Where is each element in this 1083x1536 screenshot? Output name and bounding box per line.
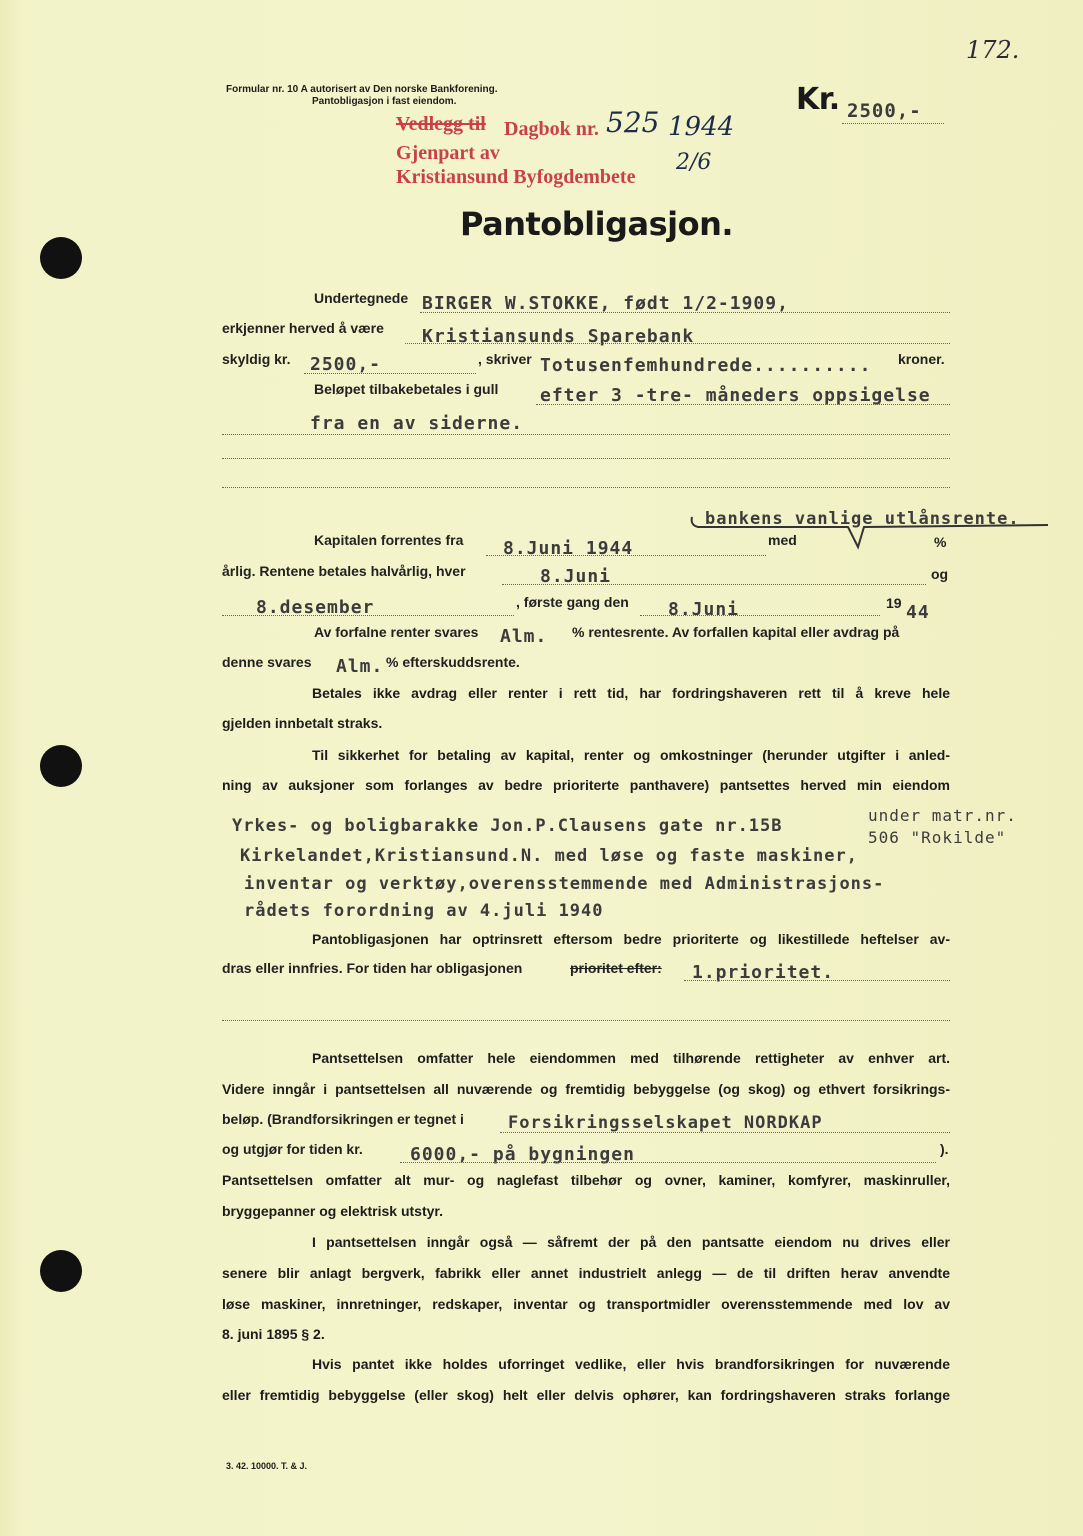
overdue-rate: Alm. [500,626,548,647]
debtor-label: Undertegnede [314,290,409,306]
property-side-2: 506 "Rokilde" [868,828,1007,847]
blank-line-3 [222,1020,950,1021]
repayment-line-1 [536,404,950,405]
insurer-line [500,1132,950,1133]
denne-rate: Alm. [336,656,384,677]
debtor-line [420,312,950,313]
stamp-vedlegg: Vedlegg til [396,113,486,135]
kr-amount: 2500,- [847,100,922,122]
amount-line [304,373,476,374]
property-line-4: rådets forordning av 4.juli 1940 [244,901,604,921]
priority-struck: prioritet efter: [570,960,662,976]
kr-label: Kr. [796,82,840,117]
first-date-line [640,615,880,616]
punch-hole-middle [40,745,82,787]
interest-date-1: 8.Juni [540,566,612,587]
paragraph-default [222,678,950,709]
date-2-line [222,615,514,616]
stamp-dagbok: Dagbok nr. [504,118,599,140]
document-title: Pantobligasjon. [460,205,734,243]
form-line-1: Formular nr. 10 A autorisert av Den norske Bankforening. [226,84,498,95]
paragraph-scope-2 [222,1074,950,1105]
amount-label: skyldig kr. [222,351,291,367]
creditor-name: Kristiansunds Sparebank [422,326,695,347]
industry-line-2: senere blir anlagt bergverk, fabrikk eller annet industrielt anlegg — de til driften herav anvendte [222,1265,950,1281]
repayment-label: Beløpet tilbakebetales i gull [314,381,499,397]
interest-date-2: 8.desember [256,597,375,618]
paragraph-scope-5 [222,1165,950,1196]
first-date: 8.Juni [668,599,740,620]
paragraph-industry [222,1227,950,1258]
semiannual-label: årlig. Rentene betales halvårlig, hver [222,563,466,579]
scope-line-6: bryggepanner og elektrisk utstyr. [222,1203,443,1219]
paragraph-maintenance-2 [222,1380,950,1411]
property-line-3: inventar og verktøy,overensstemmende med Administrasjons- [244,874,885,894]
scope-line-4-label: og utgjør for tiden kr. [222,1141,363,1157]
stamp-office: Kristiansund Byfogdembete [396,166,636,188]
denne-suffix: % efterskuddsrente. [386,654,520,670]
dagbok-number: 525 [606,106,660,139]
creditor-label: erkjenner herved å være [222,320,384,336]
med-label: med [768,532,797,548]
paragraph-scope [222,1043,950,1074]
writes-label: , skriver [478,351,532,367]
paragraph-security-2 [222,770,950,801]
industry-line-3: løse maskiner, innretninger, redskaper, inventar og transportmidler overensstemmende med lov av [222,1296,950,1312]
paragraph-maintenance [222,1349,950,1380]
paragraph-security [222,740,950,771]
repayment-line-2 [222,434,950,435]
stamp-date: 2/6 [676,150,712,175]
form-line-2: Pantobligasjon i fast eiendom. [312,96,457,107]
scope-line-1: Pantsettelsen omfatter hele eiendommen med tilhørende rettigheter av enhver art. [312,1050,950,1066]
insured-line [400,1162,936,1163]
interest-from-date: 8.Juni 1944 [503,538,634,559]
repayment-text-2: fra en av siderne. [310,413,524,434]
property-line-2: Kirkelandet,Kristiansund.N. med løse og faste maskiner, [240,846,858,866]
blank-line-2 [222,487,950,488]
amount-in-words: Totusenfemhundrede.......... [540,355,872,376]
p1-text: Betales ikke avdrag eller renter i rett tid, har fordringshaveren rett til å kreve hele [312,685,950,701]
debtor-name: BIRGER W.STOKKE, født 1/2-1909, [422,293,789,314]
kroner-label: kroner. [898,351,945,367]
amount-value: 2500,- [310,354,382,375]
paragraph-industry-3 [222,1289,950,1320]
scope-line-5: Pantsettelsen omfatter alt mur- og naglefast tilbehør og ovner, kaminer, komfyrer, maskinruller, [222,1172,950,1188]
property-side-1: under matr.nr. [868,806,1017,825]
paragraph-default-end [222,708,950,739]
kr-line [842,123,944,124]
og-label: og [931,566,949,582]
industry-line-1: I pantsettelsen inngår også — såfremt der på den pantsatte eiendom nu drives eller [312,1234,950,1250]
industry-line-4: 8. juni 1895 § 2. [222,1326,325,1342]
maintenance-line-1: Hvis pantet ikke holdes uforringet vedlike, eller hvis brandforsikringen for nuværende [312,1356,950,1372]
year-suffix: 44 [906,602,930,623]
property-line-1: Yrkes- og boligbarakke Jon.P.Clausens gate nr.15B [232,816,783,836]
insured-value: 6000,- på bygningen [410,1144,635,1165]
scope-line-2: Videre inngår i pantsettelsen all nuværende og fremtidig bebyggelse (og skog) og ethvert forsikrings- [222,1081,950,1097]
maintenance-line-2: eller fremtidig bebyggelse (eller skog) helt eller delvis ophører, kan fordringshaveren straks forlange [222,1387,950,1403]
interest-from-label: Kapitalen forrentes fra [314,532,464,548]
first-time-label: , første gang den [516,594,629,610]
punch-hole-bottom [40,1250,82,1292]
denne-label: denne svares [222,654,312,670]
year-prefix: 19 [886,595,902,611]
scope-line-3-label: beløp. (Brandforsikringen er tegnet i [222,1111,464,1127]
p1b-text: gjelden innbetalt straks. [222,715,383,731]
priority-line [684,980,950,981]
paragraph-industry-2 [222,1258,950,1289]
repayment-text-1: efter 3 -tre- måneders oppsigelse [540,385,931,406]
percent-sign-1: % [934,534,947,550]
insurer-name: Forsikringsselskapet NORDKAP [508,1113,823,1133]
print-footer: 3. 42. 10000. T. & J. [226,1461,308,1471]
p2b-text: ning av auksjoner som forlanges av bedre prioriterte panthavere) pantsettes herved min eiendom [222,777,950,793]
page-number: 172. [966,36,1020,64]
blank-line-1 [222,458,950,459]
date-1-line [502,584,926,585]
p2-text: Til sikkerhet for betaling av kapital, renter og omkostninger (herunder utgifter i anled- [312,747,950,763]
paragraph-priority [222,924,950,955]
creditor-line [405,343,950,344]
stamp-gjenpart: Gjenpart av [396,142,500,164]
overdue-suffix: % rentesrente. Av forfallen kapital eller avdrag på [572,624,900,640]
rate-bracket [688,515,1068,555]
from-date-line [486,555,766,556]
paragraph-scope-6 [222,1196,950,1227]
interest-rate-handwritten: bankens vanlige utlånsrente. [705,509,1020,529]
scope-line-4-end: ). [940,1141,949,1157]
overdue-label: Av forfalne renter svares [314,624,479,640]
priority-text-1: Pantobligasjonen har optrinsrett eftersom bedre prioriterte og likestillede heftelser av- [312,931,950,947]
priority-text-2: dras eller innfries. For tiden har obligasjonen [222,960,523,976]
priority-value: 1.prioritet. [692,962,835,983]
paragraph-industry-4 [222,1319,950,1350]
dagbok-year: 1944 [668,112,735,142]
punch-hole-top [40,237,82,279]
